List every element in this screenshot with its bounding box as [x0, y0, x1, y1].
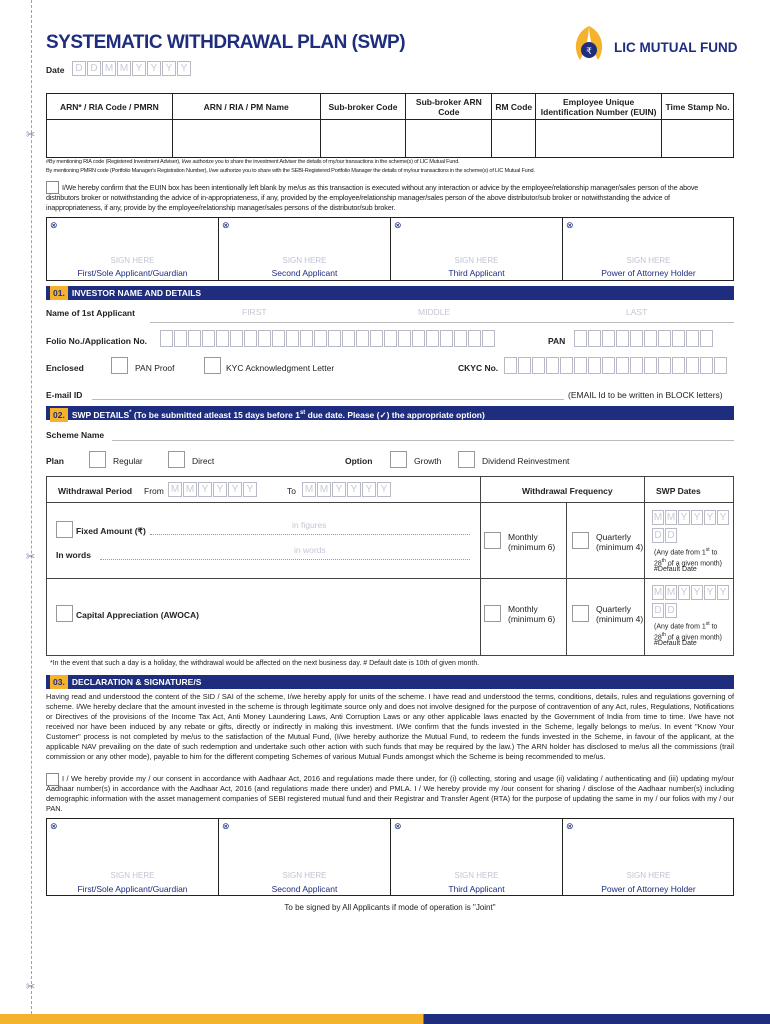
euin-declaration-line3: inappropriateness, if any, provide by the employee/relationship manager/sales persons of the distributor/sub broker.	[46, 203, 396, 212]
date-box[interactable]: M	[183, 482, 197, 497]
date-box[interactable]: D	[665, 528, 677, 543]
section-number: 01.	[50, 286, 68, 300]
dividend-label: Dividend Reinvestment	[482, 456, 570, 466]
signer-label: First/Sole Applicant/Guardian	[77, 884, 188, 894]
date-box[interactable]: M	[666, 587, 676, 598]
euin-declaration-line2: distributors broker or notwithstanding the advice of in-appropriateness, if any, provided by the employee/relationship manager/sales person of the above distributor/sub broker or notwithstanding the advice of	[46, 193, 670, 202]
swp-day-boxes[interactable]	[652, 528, 678, 543]
date-box[interactable]: Y	[362, 482, 376, 497]
section-title: SWP DETAILS	[71, 409, 130, 420]
in-words-label: In words	[56, 550, 91, 560]
date-box[interactable]: M	[653, 512, 663, 523]
frequency-header: Withdrawal Frequency	[522, 486, 613, 496]
arn-input[interactable]	[47, 120, 173, 158]
superscript: *	[129, 410, 132, 416]
scheme-label: Scheme Name	[46, 430, 105, 440]
declaration-paragraph: Having read and understood the content of the SID / SAI of the scheme, I/we hereby apply for units of the scheme. I have read and understood the terms, conditions, details, rules and regulations governing of scheme. I/We hereby declare that the amount invested in the scheme is through legitimate source only and does not involve designed for the purpose of contravention of any Act, rules, Regulations, Notifications or Directives of the provisions of the Income Tax Act, Anti Money Laundering Laws, Anti Corruption Laws or any other applicable laws enacted by the Government of India from time to time. I/we have not received nor have been induced by any rebate or gifts, directly or indirectly in making this investment. I/We confirm that the funds invested in the Scheme, legally belongs to me/us. In event "Know Your Customer" process is not completed by me/us to the satisfaction of the Mutual Fund, (I/we hereby authorize the Mutual Fund, to redeem the funds invested in the Scheme, in favour of the applicant, at the applicable NAV prevailing on the date of such redemption and undertake such other action with such funds that may be required by the law.) The ARN holder has disclosed to me/us all the commissions (trail commission or any other mode), payable to him for the different competing Schemes of various Mutual Funds amongst which the Scheme is being recommended to me/us.	[46, 692, 734, 761]
email-note: (EMAIL Id to be written in BLOCK letters)	[568, 390, 723, 400]
to-date-boxes[interactable]	[302, 482, 392, 497]
swp-table	[46, 476, 734, 656]
swp-date-boxes[interactable]	[652, 510, 730, 525]
signer-label: Power of Attorney Holder	[601, 884, 696, 894]
euin-input[interactable]	[536, 120, 662, 158]
pan-proof-checkbox[interactable]	[111, 357, 128, 374]
date-box[interactable]: Y	[704, 510, 716, 525]
date-boxes[interactable]	[72, 61, 192, 76]
monthly-label: Monthly	[508, 532, 538, 542]
euin-declaration-line1: I/We hereby confirm that the EUIN box has been intentionally left blank by me/us as this transaction is executed without any interaction or advice by the employee/relationship manager/sales person of the above	[62, 183, 699, 192]
swp-date-boxes-2[interactable]	[652, 585, 730, 600]
signature-third[interactable]	[391, 819, 563, 895]
to-label: To	[287, 486, 296, 496]
first-name-hint: FIRST	[242, 307, 267, 317]
date-box[interactable]: Y	[678, 510, 690, 525]
date-box[interactable]: Y	[717, 585, 729, 600]
kyc-letter-label: KYC Acknowledgment Letter	[226, 363, 335, 373]
swp-footnote: *In the event that such a day is a holiday, the withdrawal would be affected on the next business day. # Default date is 10th of given month.	[50, 660, 480, 667]
scissor-icon: ✂	[26, 129, 36, 141]
date-box[interactable]: Y	[691, 510, 703, 525]
capital-appreciation-label: Capital Appreciation (AWOCA)	[76, 610, 199, 620]
scissor-icon: ✂	[26, 551, 36, 563]
date-box[interactable]: Y	[332, 482, 346, 497]
sign-mark-icon: ⊗	[50, 220, 58, 230]
sign-here-label: SIGN HERE	[110, 871, 155, 880]
fixed-amount-label: Fixed Amount (₹)	[76, 526, 146, 536]
divider	[46, 502, 734, 503]
date-box[interactable]: Y	[243, 482, 257, 497]
date-box[interactable]: M	[666, 512, 676, 523]
divider	[46, 578, 734, 579]
growth-checkbox[interactable]	[390, 451, 407, 468]
subbroker-arn-input[interactable]	[406, 120, 492, 158]
date-box[interactable]: D	[652, 603, 664, 618]
date-box[interactable]: Y	[691, 585, 703, 600]
from-date-boxes[interactable]	[168, 482, 258, 497]
date-box[interactable]: D	[72, 61, 86, 76]
svg-text:₹: ₹	[586, 46, 592, 56]
sign-mark-icon: ⊗	[394, 821, 402, 831]
section-title: DECLARATION & SIGNATURE/S	[71, 677, 202, 687]
quarterly-label: Quarterly	[596, 532, 631, 542]
ckyc-input[interactable]	[504, 357, 728, 374]
signer-label: Power of Attorney Holder	[601, 268, 696, 278]
sign-here-label: SIGN HERE	[454, 256, 499, 265]
col-euin: Employee Unique Identification Number (EUIN)	[536, 94, 662, 120]
folio-label: Folio No./Application No.	[46, 336, 148, 346]
dividend-checkbox[interactable]	[458, 451, 475, 468]
col-subbroker-code: Sub-broker Code	[320, 94, 406, 120]
monthly-checkbox-2[interactable]	[484, 605, 501, 622]
name-input[interactable]	[150, 322, 734, 323]
col-arn: ARN* / RIA Code / PMRN	[47, 94, 173, 120]
ckyc-label: CKYC No.	[458, 363, 499, 373]
date-box[interactable]: M	[653, 587, 663, 598]
swp-dates-header: SWP Dates	[656, 486, 701, 496]
date-box[interactable]: Y	[347, 482, 361, 497]
ria-note: #By mentioning RIA code (Registered Investment Adviser), I/we authorize you to share the investment Adviser the details of my/our transactions in the scheme(s) of LIC Mutual Fund.	[46, 159, 460, 165]
divider	[566, 502, 567, 656]
withdrawal-period-label: Withdrawal Period	[58, 486, 133, 496]
option-label: Option	[345, 456, 373, 466]
enclosed-label: Enclosed	[46, 363, 84, 373]
section-number: 03.	[50, 675, 68, 689]
date-box[interactable]: Y	[213, 482, 227, 497]
sign-here-label: SIGN HERE	[282, 871, 327, 880]
growth-label: Growth	[414, 456, 442, 466]
col-timestamp: Time Stamp No.	[662, 94, 734, 120]
scheme-input[interactable]	[112, 440, 734, 441]
signature-second[interactable]	[219, 819, 391, 895]
quarterly-min: (minimum 4)	[596, 542, 644, 552]
in-figures-hint: in figures	[292, 520, 327, 530]
direct-checkbox[interactable]	[168, 451, 185, 468]
page-title: SYSTEMATIC WITHDRAWAL PLAN (SWP)	[46, 32, 406, 53]
pmrn-note: By mentioning PMRN code (Portfolio Manager's Registration Number), I/we authorize you to share with the SEBI-Registered Portfolio Manager the details of my/our transactions in the scheme(s) of LIC Mutual Fund.	[46, 168, 535, 174]
signature-first[interactable]	[47, 218, 219, 280]
sign-mark-icon: ⊗	[222, 821, 230, 831]
date-box[interactable]: Y	[198, 482, 212, 497]
pan-label: PAN	[548, 336, 566, 346]
date-box[interactable]: Y	[132, 61, 146, 76]
arn-table	[46, 93, 734, 158]
date-box[interactable]: M	[168, 482, 182, 497]
subbroker-code-input[interactable]	[320, 120, 406, 158]
date-box[interactable]: Y	[162, 61, 176, 76]
lic-logo-icon	[566, 22, 612, 68]
signer-label: Second Applicant	[271, 884, 338, 894]
signer-label: Second Applicant	[271, 268, 338, 278]
date-box[interactable]: M	[302, 482, 316, 497]
monthly-checkbox[interactable]	[484, 532, 501, 549]
monthly-min: (minimum 6)	[508, 542, 556, 552]
from-label: From	[144, 486, 164, 496]
any-date-note: (Any date from 1st to 28th of a given month)	[654, 621, 722, 642]
quarterly-checkbox-2[interactable]	[572, 605, 589, 622]
scissor-icon: ✂	[26, 981, 36, 993]
logo	[566, 22, 746, 70]
monthly-label: Monthly	[508, 604, 538, 614]
in-words-hint: in words	[294, 545, 326, 555]
signature-block-bottom	[46, 818, 734, 896]
default-date-note: #Default Date	[654, 640, 697, 647]
default-date-note: #Default Date	[654, 566, 697, 573]
signature-second[interactable]	[219, 218, 391, 280]
rm-code-input[interactable]	[492, 120, 536, 158]
col-subbroker-arn: Sub-broker ARN Code	[406, 94, 492, 120]
signature-third[interactable]	[391, 218, 563, 280]
date-box[interactable]: Y	[177, 61, 191, 76]
signer-label: First/Sole Applicant/Guardian	[77, 268, 188, 278]
section-1-header	[46, 286, 734, 300]
section-number: 02.	[50, 408, 68, 422]
signature-first[interactable]	[47, 819, 219, 895]
date-box[interactable]: D	[665, 603, 677, 618]
sign-here-label: SIGN HERE	[454, 871, 499, 880]
sign-here-label: SIGN HERE	[110, 256, 155, 265]
sign-mark-icon: ⊗	[566, 220, 574, 230]
signer-label: Third Applicant	[448, 268, 505, 278]
signature-block-top	[46, 217, 734, 281]
date-box[interactable]: D	[87, 61, 101, 76]
section-subtitle: due date. Please (✓) the appropriate option)	[305, 409, 485, 420]
date-box[interactable]: Y	[377, 482, 391, 497]
regular-label: Regular	[113, 456, 143, 466]
date-box[interactable]: M	[117, 61, 131, 76]
direct-label: Direct	[192, 456, 215, 466]
swp-day-boxes-2[interactable]	[652, 603, 678, 618]
quarterly-min: (minimum 4)	[596, 614, 644, 624]
quarterly-label: Quarterly	[596, 604, 631, 614]
sign-here-label: SIGN HERE	[626, 256, 671, 265]
sign-here-label: SIGN HERE	[282, 256, 327, 265]
kyc-letter-checkbox[interactable]	[204, 357, 221, 374]
cut-line	[31, 0, 32, 1024]
divider	[480, 476, 481, 656]
date-box[interactable]: Y	[704, 585, 716, 600]
superscript: st	[299, 410, 306, 416]
footer-strip	[0, 1014, 770, 1024]
joint-signing-note: To be signed by All Applicants if mode of operation is "Joint"	[284, 903, 496, 912]
any-date-note: (Any date from 1st to 28th of a given month)	[654, 547, 722, 568]
divider	[644, 476, 645, 656]
aadhaar-consent-paragraph: I / We hereby provide my / our consent in accordance with Aadhaar Act, 2016 and regulations made there under, for (i) collecting, storing and usage (ii) validating / authenticating and (iii) updating my/our Aadhaar number(s) in accordance with the Aadhaar Act, 2016 (and regulations made there under) and PMLA. I / We hereby provide my /our consent for sharing / disclose of the Aadhaar number(s) including demographic information with the asset management companies of SEBI registered mutual fund and their Registrar and Transfer Agent (RTA) for the purpose of updating the same in my / our folios with my / our PAN.	[46, 774, 734, 813]
signature-poa[interactable]	[563, 218, 734, 280]
name-label: Name of 1st Applicant	[46, 308, 135, 318]
signature-poa[interactable]	[563, 819, 734, 895]
date-box[interactable]: M	[317, 482, 331, 497]
signer-label: Third Applicant	[448, 884, 505, 894]
date-box[interactable]: Y	[678, 585, 690, 600]
section-3-header	[46, 675, 734, 689]
folio-input[interactable]	[160, 330, 496, 347]
timestamp-input[interactable]	[662, 120, 734, 158]
in-words-input[interactable]	[100, 559, 470, 560]
date-box[interactable]: D	[652, 528, 664, 543]
section-title: INVESTOR NAME AND DETAILS	[71, 288, 202, 298]
fixed-amount-checkbox[interactable]	[56, 521, 73, 538]
date-box[interactable]: Y	[228, 482, 242, 497]
email-input[interactable]	[92, 399, 564, 400]
middle-name-hint: MIDDLE	[418, 307, 451, 317]
fixed-amount-input[interactable]	[150, 534, 470, 535]
section-subtitle: (To be submitted atleast 15 days before 1	[131, 409, 300, 420]
pan-proof-label: PAN Proof	[135, 363, 175, 373]
sign-mark-icon: ⊗	[222, 220, 230, 230]
arn-name-input[interactable]	[172, 120, 320, 158]
quarterly-checkbox[interactable]	[572, 532, 589, 549]
sign-mark-icon: ⊗	[566, 821, 574, 831]
date-box[interactable]: Y	[147, 61, 161, 76]
monthly-min: (minimum 6)	[508, 614, 556, 624]
date-box[interactable]: Y	[717, 510, 729, 525]
sign-mark-icon: ⊗	[394, 220, 402, 230]
email-label: E-mail ID	[46, 390, 83, 400]
capital-appreciation-checkbox[interactable]	[56, 605, 73, 622]
col-arn-name: ARN / RIA / PM Name	[172, 94, 320, 120]
col-rm-code: RM Code	[492, 94, 536, 120]
date-box[interactable]: M	[102, 61, 116, 76]
logo-text: LIC MUTUAL FUND	[614, 40, 738, 55]
last-name-hint: LAST	[626, 307, 648, 317]
sign-here-label: SIGN HERE	[626, 871, 671, 880]
sign-mark-icon: ⊗	[50, 821, 58, 831]
pan-input[interactable]	[574, 330, 714, 347]
date-label: Date	[46, 65, 65, 75]
regular-checkbox[interactable]	[89, 451, 106, 468]
plan-label: Plan	[46, 456, 64, 466]
section-2-header	[46, 406, 734, 420]
